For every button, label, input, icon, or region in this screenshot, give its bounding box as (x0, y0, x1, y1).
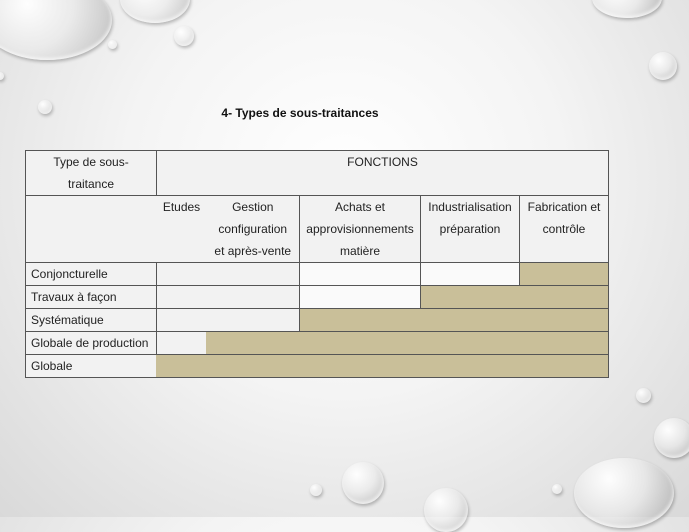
type-header-line1: Type de sous- (53, 155, 129, 169)
achats-line1: Achats et (334, 200, 386, 214)
shaded-bar (206, 332, 608, 354)
water-drop (0, 72, 4, 80)
column-industrialisation (421, 196, 520, 263)
column-etudes: Etudes (157, 196, 207, 263)
water-drop (120, 0, 190, 23)
achats-line2: approvisionnements (306, 222, 414, 236)
water-drop (108, 40, 117, 49)
water-drop (636, 388, 651, 403)
row-label: Systématique (26, 309, 157, 332)
subcontracting-table (25, 150, 609, 378)
gestion-line3: et après-vente (214, 244, 292, 258)
empty-cell (421, 263, 520, 286)
indus-line1: Industrialisation (428, 200, 512, 214)
slide-title: 4- Types de sous-traitances (221, 106, 379, 120)
row-label: Globale de production (26, 332, 157, 355)
shaded-cell (300, 309, 609, 332)
water-drop (310, 484, 322, 496)
row-fill-cell (157, 332, 609, 355)
empty-header-cell (26, 196, 157, 263)
empty-cell (157, 309, 300, 332)
empty-cell (157, 263, 300, 286)
row-label: Globale (31, 359, 73, 373)
row-label: Conjoncturelle (26, 263, 157, 286)
water-drop (0, 0, 112, 60)
row-label: Travaux à façon (26, 286, 157, 309)
type-header-cell (26, 151, 157, 196)
gestion-line2: configuration (218, 222, 288, 236)
water-drop (592, 0, 662, 18)
row-globale (26, 355, 609, 378)
water-drop (174, 26, 194, 46)
fab-line1: Fabrication et (527, 200, 601, 214)
fab-line2: contrôle (542, 222, 586, 236)
water-drop (424, 488, 468, 532)
gestion-line1: Gestion (232, 200, 274, 214)
empty-cell (300, 286, 421, 309)
achats-line3: matière (339, 244, 380, 258)
column-gestion (207, 196, 300, 263)
shaded-cell (421, 286, 609, 309)
empty-cell (300, 263, 421, 286)
shaded-cell (520, 263, 609, 286)
column-fabrication (520, 196, 609, 263)
water-drop (654, 418, 689, 458)
column-achats (300, 196, 421, 263)
type-header-line2: traitance (67, 177, 115, 191)
water-drop (574, 458, 674, 528)
empty-cell (157, 286, 300, 309)
fonctions-header: FONCTIONS (157, 151, 609, 196)
indus-line2: préparation (439, 222, 501, 236)
water-drop (552, 484, 562, 494)
water-drop (649, 52, 677, 80)
water-drop (342, 462, 384, 504)
